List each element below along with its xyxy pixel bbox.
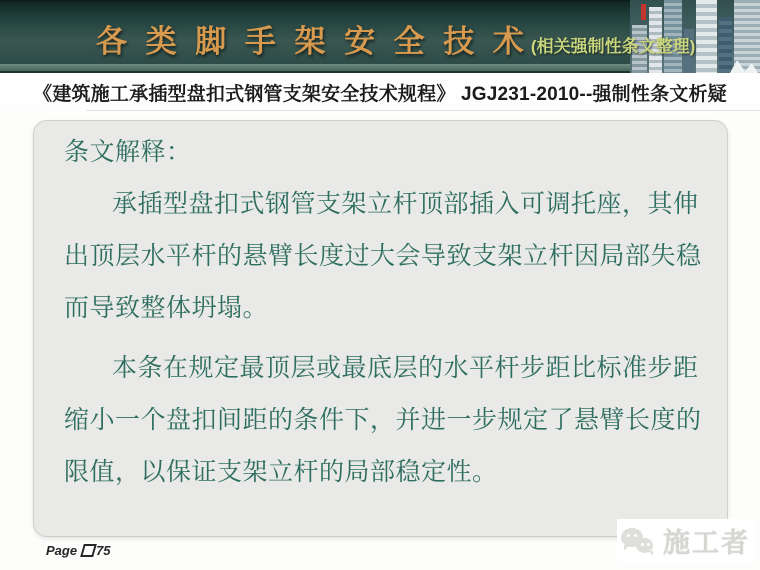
watermark xyxy=(617,519,754,562)
body-text-line: 出顶层水平杆的悬臂长度过大会导致支架立杆因局部失稳 xyxy=(64,243,702,270)
chat-bubble-tail xyxy=(624,545,630,551)
body-text-line: 而导致整体坍塌。 xyxy=(64,295,269,322)
body-text-line: 本条在规定最顶层或最底层的水平杆步距比标准步距 xyxy=(112,355,699,382)
slide-title-annotation: (相关强制性条文整理) xyxy=(530,37,696,56)
body-text-line: 缩小一个盘扣间距的条件下，并进一步规定了悬臂长度的 xyxy=(64,407,702,434)
bubble-eye xyxy=(634,534,637,537)
page-label: Page xyxy=(46,543,78,558)
page-number-footer xyxy=(46,543,111,558)
bubble-eye xyxy=(647,543,650,546)
chat-bubble-shape xyxy=(636,538,653,553)
building-shape xyxy=(719,17,732,73)
body-text-line: 承插型盘扣式钢管支架立杆顶部插入可调托座，其伸 xyxy=(112,191,699,218)
body-text-line: 限值，以保证支架立杆的局部稳定性。 xyxy=(64,459,498,486)
bubble-eye xyxy=(641,543,644,546)
chat-bubble-tail xyxy=(648,551,653,556)
building-shape xyxy=(696,0,717,73)
document-title: 《建筑施工承插型盘扣式钢管支架安全技术规程》 JGJ231-2010--强制性条文析疑 xyxy=(0,73,760,111)
missing-glyph-box xyxy=(80,544,97,557)
wechat-icon xyxy=(621,526,657,556)
body-text-line: 条文解释： xyxy=(64,139,192,166)
content-panel xyxy=(33,120,728,537)
watermark-text: 施工者 xyxy=(663,528,750,558)
bubble-eye xyxy=(627,534,630,537)
slide-title: 各 类 脚 手 架 安 全 技 术 xyxy=(96,24,529,59)
banner-title-row xyxy=(96,16,695,61)
page-number: 75 xyxy=(96,543,111,558)
divider-line xyxy=(86,110,760,111)
